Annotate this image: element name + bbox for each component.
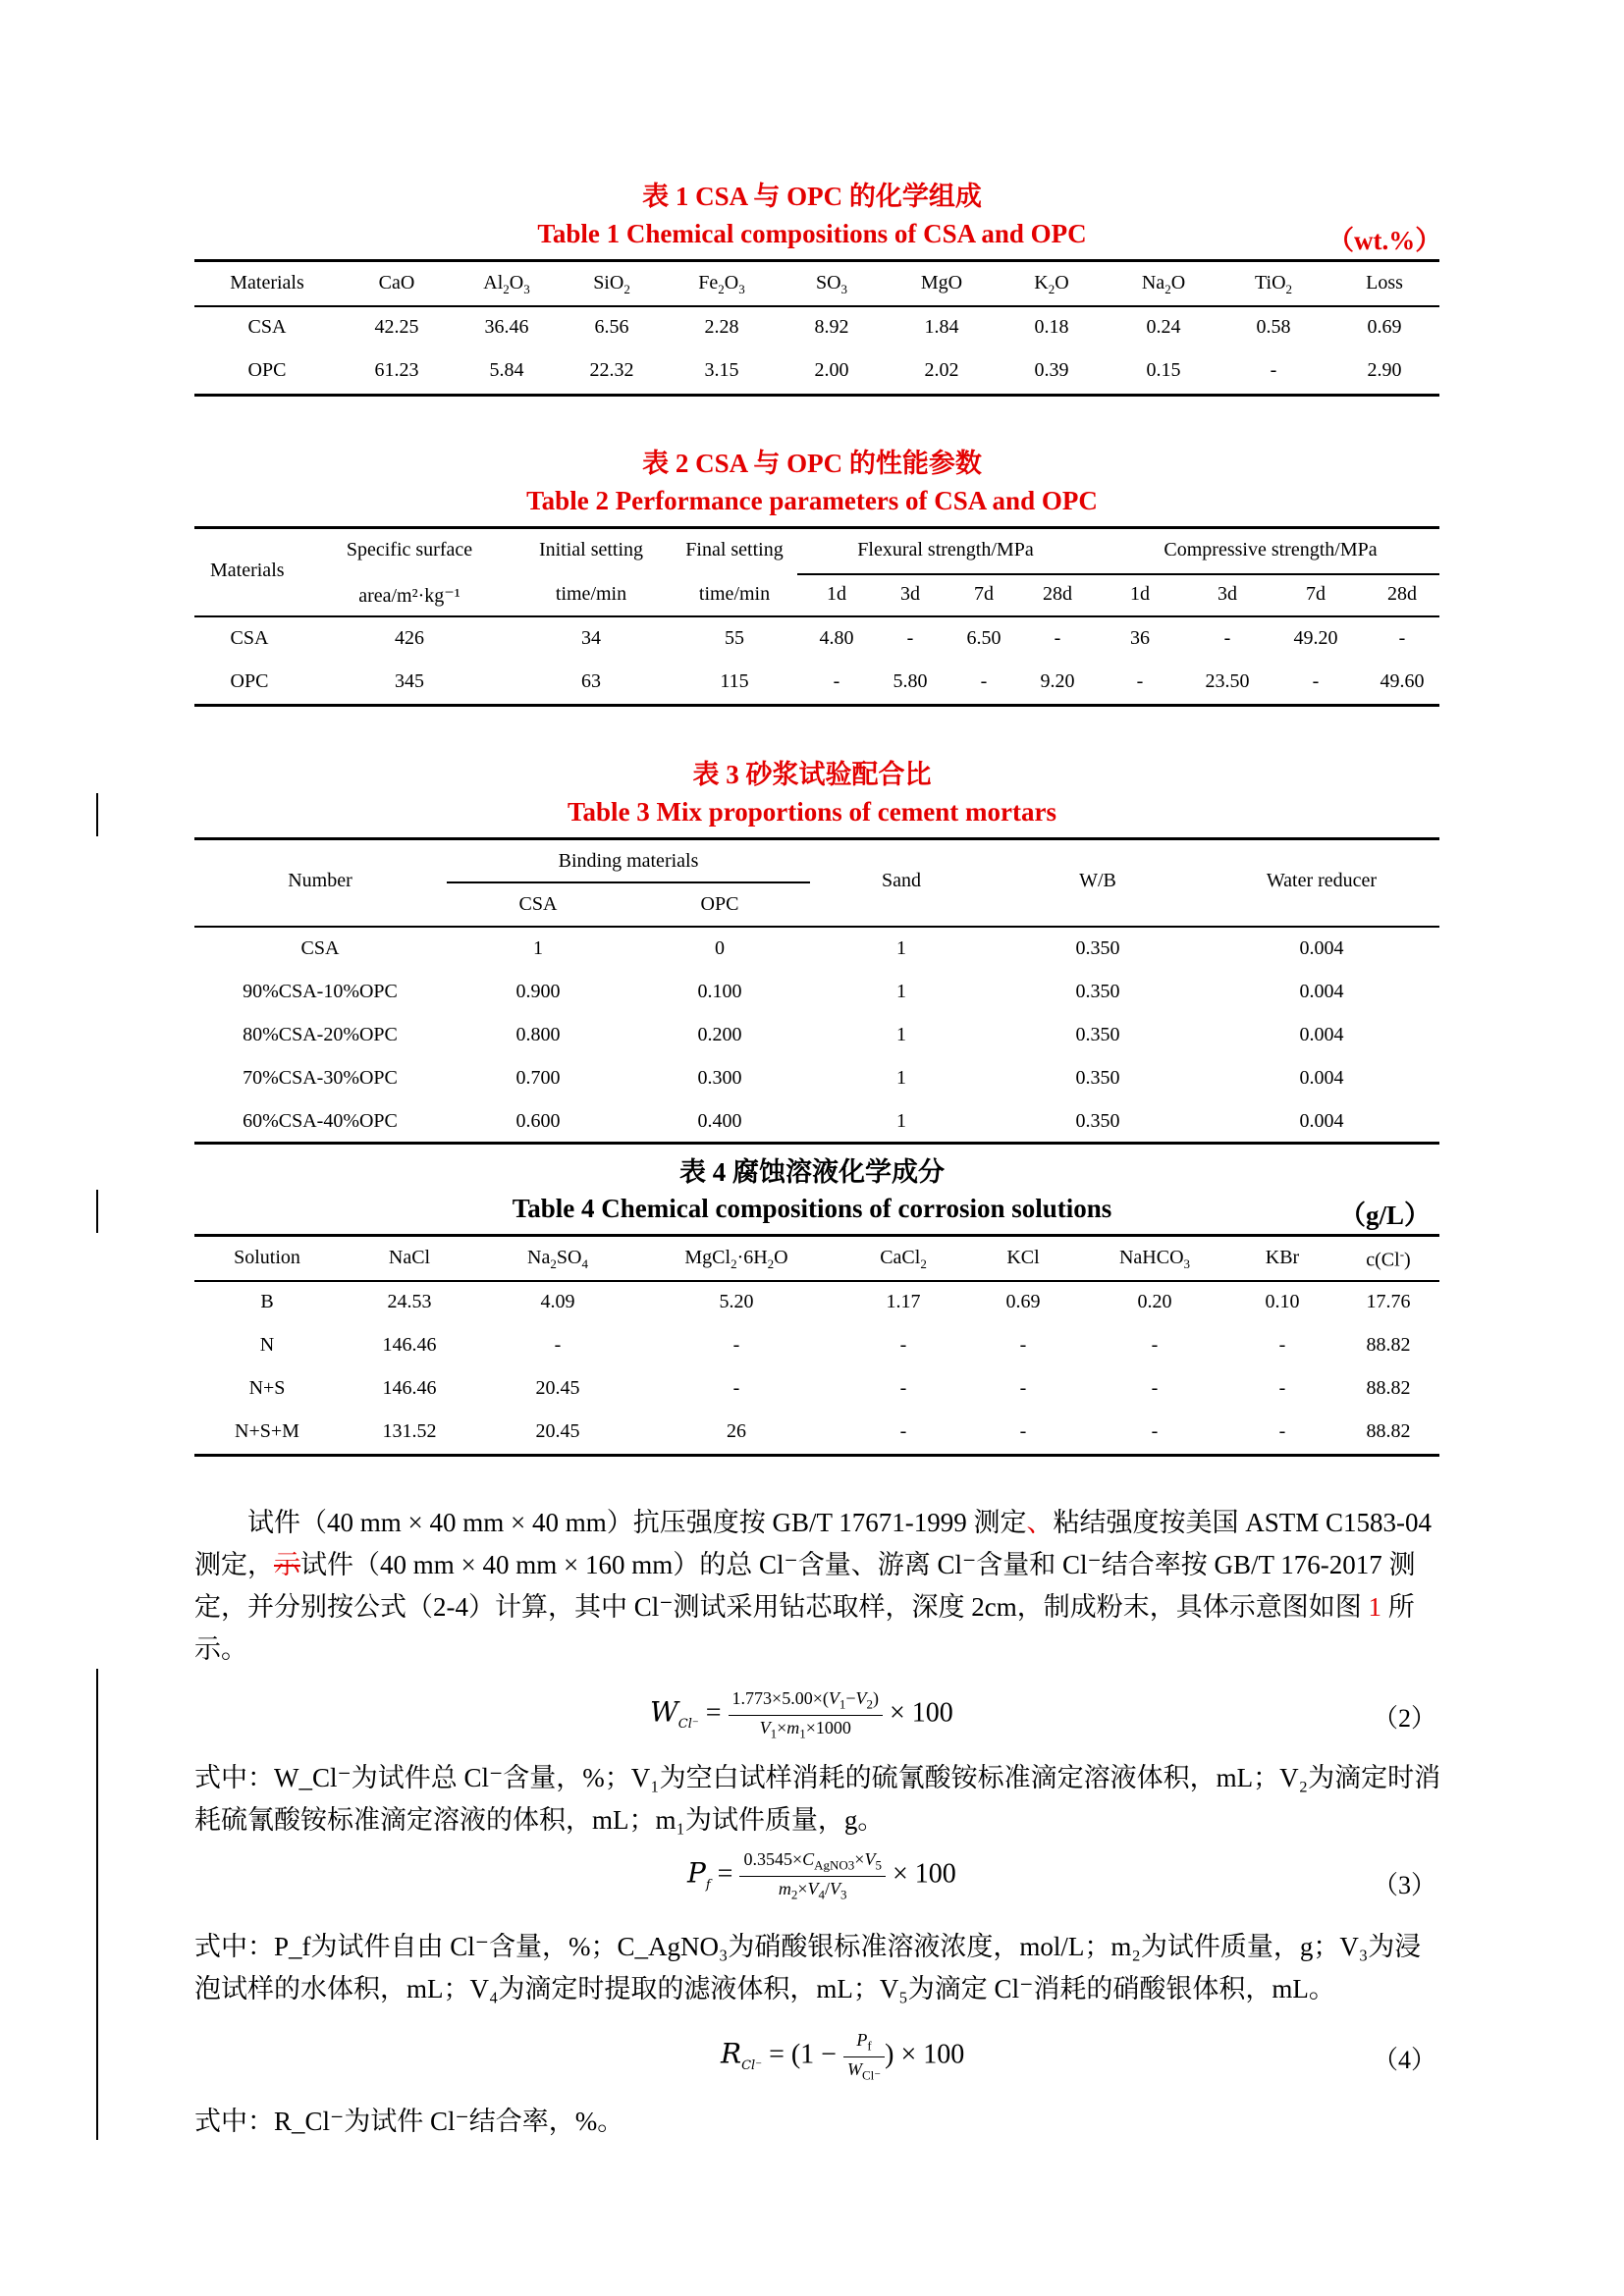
- t3-cell: 0.350: [1075, 1067, 1120, 1089]
- t3-cell: 1: [896, 937, 906, 959]
- table4-caption-en: Table 4 Chemical compositions of corrosion solutions: [512, 1194, 1112, 1223]
- t2-age-header: 28d: [1387, 583, 1417, 605]
- t4-cell: N+S: [248, 1377, 286, 1399]
- table2-caption-en: Table 2 Performance parameters of CSA and OPC: [526, 486, 1098, 515]
- t2-cell: 4.80: [819, 627, 854, 649]
- t1-cell: 22.32: [589, 359, 634, 381]
- table3-caption-cn: 表 3 砂浆试验配合比: [692, 760, 932, 789]
- t3-cell: 0.800: [515, 1024, 561, 1045]
- t3-h-sand: Sand: [882, 870, 921, 891]
- t3-cell: 1: [896, 1024, 906, 1045]
- t4-cell: -: [1019, 1420, 1027, 1442]
- t4-cell: -: [899, 1334, 907, 1356]
- t2-h-initial-2: time/min: [555, 583, 627, 605]
- equation-2: $W_{Cl^-}$ = $\frac{1.773\times 5.00\times(V_1-V_2)}{V_1\times m_1\times 1000}$ × 100: [650, 1688, 953, 1741]
- t2-cell: 6.50: [966, 627, 1001, 649]
- equation-3: $P_f$ = $\frac{0.3545\times C_{AgNO3}\times V_5}{m_2\times V_4/V_3}$ × 100: [687, 1849, 956, 1902]
- t2-cell: CSA: [230, 627, 269, 649]
- t1-cell: 61.23: [374, 359, 419, 381]
- table-rule: [194, 837, 1439, 840]
- t3-cell: 80%CSA-20%OPC: [243, 1024, 398, 1045]
- eq2-number: （2）: [1373, 1704, 1437, 1733]
- t2-cell: 9.20: [1040, 670, 1075, 692]
- t4-header-cell: KBr: [1265, 1247, 1300, 1268]
- t3-cell: 60%CSA-40%OPC: [243, 1110, 398, 1132]
- t3-cell: 0.004: [1299, 937, 1344, 959]
- t4-cell: 5.20: [719, 1291, 754, 1312]
- para1-text: 粘结强度按美国 ASTM C1583-04 测定，: [194, 1508, 1432, 1579]
- table-rule: [194, 1280, 1439, 1282]
- t2-h-final-1: Final setting: [685, 539, 784, 561]
- t4-cell: 146.46: [382, 1377, 437, 1399]
- t4-cell: -: [554, 1334, 562, 1356]
- t2-h-initial-1: Initial setting: [538, 539, 644, 561]
- t3-cell: 70%CSA-30%OPC: [243, 1067, 398, 1089]
- t2-cell: -: [833, 670, 840, 692]
- revision-bar: [96, 1669, 98, 2140]
- t3-h-reducer: Water reducer: [1266, 870, 1378, 891]
- t3-cell: 0.400: [697, 1110, 742, 1132]
- t2-cell: 36: [1130, 627, 1150, 649]
- t4-cell: 131.52: [382, 1420, 437, 1442]
- t1-header-cell: $Al_2O_3$: [483, 272, 530, 296]
- t1-cell: OPC: [247, 359, 287, 381]
- t4-cell: -: [899, 1377, 907, 1399]
- t1-cell: 0.69: [1367, 316, 1402, 338]
- t2-age-header: 1d: [1130, 583, 1150, 605]
- t3-cell: 1: [896, 1067, 906, 1089]
- t2-h-final-2: time/min: [698, 583, 771, 605]
- t2-cell: -: [1398, 627, 1406, 649]
- t4-cell: 20.45: [535, 1420, 580, 1442]
- t2-cell: 426: [395, 627, 424, 649]
- t1-cell: 0.18: [1034, 316, 1069, 338]
- where-eq4: 式中：R_Cl⁻为试件 Cl⁻结合率，%。: [194, 2107, 624, 2136]
- t3-cell: 0.200: [697, 1024, 742, 1045]
- t1-cell: 2.28: [704, 316, 739, 338]
- t3-cell: 0.300: [697, 1067, 742, 1089]
- t2-age-header: 3d: [1218, 583, 1237, 605]
- where-eq2: 式中：W_Cl⁻为试件总 Cl⁻含量，%；V₁为空白试样消耗的硫氰酸铵标准滴定溶液体积，mL；V₂为滴定时消耗硫氰酸铵标准滴定溶液的体积，mL；m₁为试件质量，g。: [194, 1763, 1441, 1835]
- t4-cell: B: [260, 1291, 274, 1312]
- t3-cell: 0.004: [1299, 1110, 1344, 1132]
- t1-cell: 2.90: [1367, 359, 1402, 381]
- para1-text: 所示。: [194, 1592, 1415, 1664]
- t3-cell: 0.004: [1299, 981, 1344, 1002]
- t4-cell: -: [732, 1377, 740, 1399]
- table-rule: [194, 1142, 1439, 1145]
- t1-cell: CSA: [247, 316, 287, 338]
- t1-header-cell: MgO: [920, 272, 963, 294]
- t2-h-flexural: Flexural strength/MPa: [857, 539, 1034, 561]
- t2-cell: 55: [725, 627, 744, 649]
- table1-caption-cn: 表 1 CSA 与 OPC 的化学组成: [642, 182, 982, 211]
- t4-cell: 88.82: [1366, 1334, 1411, 1356]
- t4-header-cell: $Na_2SO_4$: [527, 1247, 588, 1271]
- t3-cell: 0.900: [515, 981, 561, 1002]
- t4-header-cell: CaCl$_2$: [880, 1247, 927, 1271]
- t2-h-materials: Materials: [210, 560, 285, 581]
- t3-h-binding: Binding materials: [558, 850, 699, 872]
- t1-cell: 2.02: [924, 359, 959, 381]
- t1-header-cell: Loss: [1366, 272, 1403, 294]
- table-rule: [194, 1454, 1439, 1457]
- t1-cell: 0.15: [1146, 359, 1181, 381]
- paragraph-method: [194, 1502, 1441, 1671]
- t3-cell: 0: [715, 937, 725, 959]
- t4-cell: -: [1278, 1334, 1286, 1356]
- t4-header-cell: KCl: [1006, 1247, 1040, 1268]
- t3-cell: 1: [896, 1110, 906, 1132]
- t2-cell: 49.60: [1380, 670, 1425, 692]
- table-rule: [194, 526, 1439, 529]
- t2-age-header: 7d: [1306, 583, 1326, 605]
- t3-cell: 90%CSA-10%OPC: [243, 981, 398, 1002]
- table-rule: [194, 305, 1439, 307]
- t1-header-cell: TiO$_2$: [1254, 272, 1293, 296]
- t4-header-cell: c(Cl-): [1366, 1247, 1411, 1271]
- t3-h-wb: W/B: [1079, 870, 1116, 891]
- t3-h-number: Number: [288, 870, 352, 891]
- where-eq3: 式中：P_f为试件自由 Cl⁻含量，%；C_AgNO₃为硝酸银标准溶液浓度，mol/L；m₂为试件质量，g；V₃为浸泡试样的水体积，mL；V₄为滴定时提取的滤液体积，mL；V₅为滴定 Cl⁻消耗的硝酸银体积，mL。: [194, 1932, 1422, 2003]
- t2-age-header: 3d: [900, 583, 920, 605]
- t2-cell: -: [1223, 627, 1231, 649]
- t2-cell: -: [1312, 670, 1320, 692]
- figure-ref-link[interactable]: 1: [1368, 1592, 1381, 1622]
- table-subrule: [447, 881, 810, 883]
- table-subrule: [797, 573, 1439, 575]
- t3-cell: CSA: [300, 937, 340, 959]
- t1-cell: 0.58: [1256, 316, 1291, 338]
- t1-cell: 1.84: [924, 316, 959, 338]
- t2-cell: 23.50: [1205, 670, 1250, 692]
- t3-cell: 0.600: [515, 1110, 561, 1132]
- t2-age-header: 1d: [827, 583, 846, 605]
- t2-cell: 5.80: [893, 670, 928, 692]
- t4-cell: -: [1151, 1334, 1159, 1356]
- t1-cell: 2.00: [814, 359, 849, 381]
- t2-h-surface-1: Specific surface: [346, 539, 473, 561]
- t1-cell: 36.46: [484, 316, 529, 338]
- t2-cell: 49.20: [1293, 627, 1338, 649]
- t4-cell: 24.53: [387, 1291, 432, 1312]
- t3-h-opc: OPC: [700, 893, 739, 915]
- t1-cell: 0.39: [1034, 359, 1069, 381]
- eq4-number: （4）: [1373, 2046, 1437, 2074]
- t4-cell: 88.82: [1366, 1420, 1411, 1442]
- t4-cell: -: [1278, 1377, 1286, 1399]
- t4-cell: 1.17: [886, 1291, 921, 1312]
- t3-cell: 1: [533, 937, 543, 959]
- table-rule: [194, 394, 1439, 397]
- t4-cell: 0.20: [1137, 1291, 1172, 1312]
- t2-cell: 63: [581, 670, 601, 692]
- table3-caption-en: Table 3 Mix proportions of cement mortars: [568, 797, 1056, 827]
- t1-header-cell: $Fe_2O_3$: [698, 272, 745, 296]
- t2-cell: 345: [395, 670, 424, 692]
- t4-cell: 4.09: [540, 1291, 575, 1312]
- para1-insert: 、: [1026, 1508, 1054, 1537]
- table-rule: [194, 1234, 1439, 1237]
- t4-cell: -: [1019, 1377, 1027, 1399]
- para1-text: 试件（40 mm × 40 mm × 160 mm）的总 Cl⁻含量、游离 Cl⁻含量和 Cl⁻结合率按 GB/T 176-2017 测定，并分别按公式（2-4）计算，其中 Cl⁻测试采用钻芯取样，深度 2cm，制成粉末，具体示意图如图: [194, 1550, 1416, 1622]
- t2-cell: 34: [581, 627, 601, 649]
- t3-cell: 0.700: [515, 1067, 561, 1089]
- t4-cell: -: [1278, 1420, 1286, 1442]
- table-rule: [194, 259, 1439, 262]
- t3-cell: 0.350: [1075, 1024, 1120, 1045]
- t1-header-cell: SiO$_2$: [593, 272, 630, 296]
- t2-cell: -: [1136, 670, 1144, 692]
- t4-cell: 17.76: [1366, 1291, 1411, 1312]
- t1-cell: 0.24: [1146, 316, 1181, 338]
- t2-cell: 115: [720, 670, 749, 692]
- t4-cell: N+S+M: [235, 1420, 299, 1442]
- t2-cell: -: [980, 670, 988, 692]
- t1-header-cell: $SO_3$: [815, 272, 848, 296]
- table-rule: [194, 926, 1439, 928]
- t2-age-header: 7d: [974, 583, 994, 605]
- t2-h-compressive: Compressive strength/MPa: [1164, 539, 1378, 561]
- t4-cell: -: [1151, 1420, 1159, 1442]
- t4-cell: -: [899, 1420, 907, 1442]
- t3-cell: 0.350: [1075, 981, 1120, 1002]
- t3-cell: 0.004: [1299, 1024, 1344, 1045]
- table4-unit: （g/L）: [1339, 1201, 1432, 1230]
- t1-header-cell: CaO: [378, 272, 415, 294]
- t4-header-cell: NaCl: [388, 1247, 431, 1268]
- para1-deletion: 示: [274, 1550, 300, 1579]
- t4-cell: -: [732, 1334, 740, 1356]
- t1-cell: 3.15: [704, 359, 739, 381]
- t3-h-csa: CSA: [518, 893, 558, 915]
- t4-cell: 26: [727, 1420, 746, 1442]
- t1-cell: 42.25: [374, 316, 419, 338]
- t4-cell: 0.69: [1005, 1291, 1041, 1312]
- table4-caption-cn: 表 4 腐蚀溶液化学成分: [679, 1157, 945, 1187]
- t3-cell: 0.350: [1075, 1110, 1120, 1132]
- t4-cell: N: [259, 1334, 275, 1356]
- table1-caption-en: Table 1 Chemical compositions of CSA and OPC: [537, 219, 1087, 248]
- t3-cell: 0.100: [697, 981, 742, 1002]
- t1-cell: -: [1270, 359, 1277, 381]
- t4-header-cell: $MgCl_2\cdot 6H_2O$: [684, 1247, 788, 1271]
- t1-header-cell: $K_2O$: [1034, 272, 1069, 296]
- table2-caption-cn: 表 2 CSA 与 OPC 的性能参数: [642, 449, 982, 478]
- t4-header-cell: Solution: [234, 1247, 300, 1268]
- t4-cell: 20.45: [535, 1377, 580, 1399]
- para1-text: 试件（40 mm × 40 mm × 40 mm）抗压强度按 GB/T 17671-1999 测定: [247, 1508, 1027, 1537]
- t3-cell: 0.004: [1299, 1067, 1344, 1089]
- t2-cell: OPC: [230, 670, 269, 692]
- t1-cell: 8.92: [814, 316, 849, 338]
- t4-cell: 146.46: [382, 1334, 437, 1356]
- t1-cell: 5.84: [489, 359, 524, 381]
- t3-cell: 1: [896, 981, 906, 1002]
- t2-age-header: 28d: [1043, 583, 1072, 605]
- t4-cell: -: [1151, 1377, 1159, 1399]
- t1-cell: 6.56: [594, 316, 629, 338]
- t4-header-cell: NaHCO$_3$: [1118, 1247, 1191, 1271]
- t2-h-surface-2: area/m²·kg⁻¹: [358, 585, 460, 607]
- t4-cell: 0.10: [1265, 1291, 1300, 1312]
- t4-cell: 88.82: [1366, 1377, 1411, 1399]
- equation-4: $R_{Cl^-} = (1$ − $\frac{P_f}{W_{Cl^-}}$ ) × 100: [721, 2030, 965, 2083]
- eq3-number: （3）: [1373, 1871, 1437, 1899]
- t4-cell: -: [1019, 1334, 1027, 1356]
- t1-header-cell: Materials: [230, 272, 304, 294]
- t3-cell: 0.350: [1075, 937, 1120, 959]
- t1-header-cell: $Na_2O$: [1141, 272, 1186, 296]
- t2-cell: -: [906, 627, 914, 649]
- table-rule: [194, 615, 1439, 617]
- t2-cell: -: [1054, 627, 1061, 649]
- table1-unit: （wt.%）: [1327, 226, 1442, 255]
- table-rule: [194, 704, 1439, 707]
